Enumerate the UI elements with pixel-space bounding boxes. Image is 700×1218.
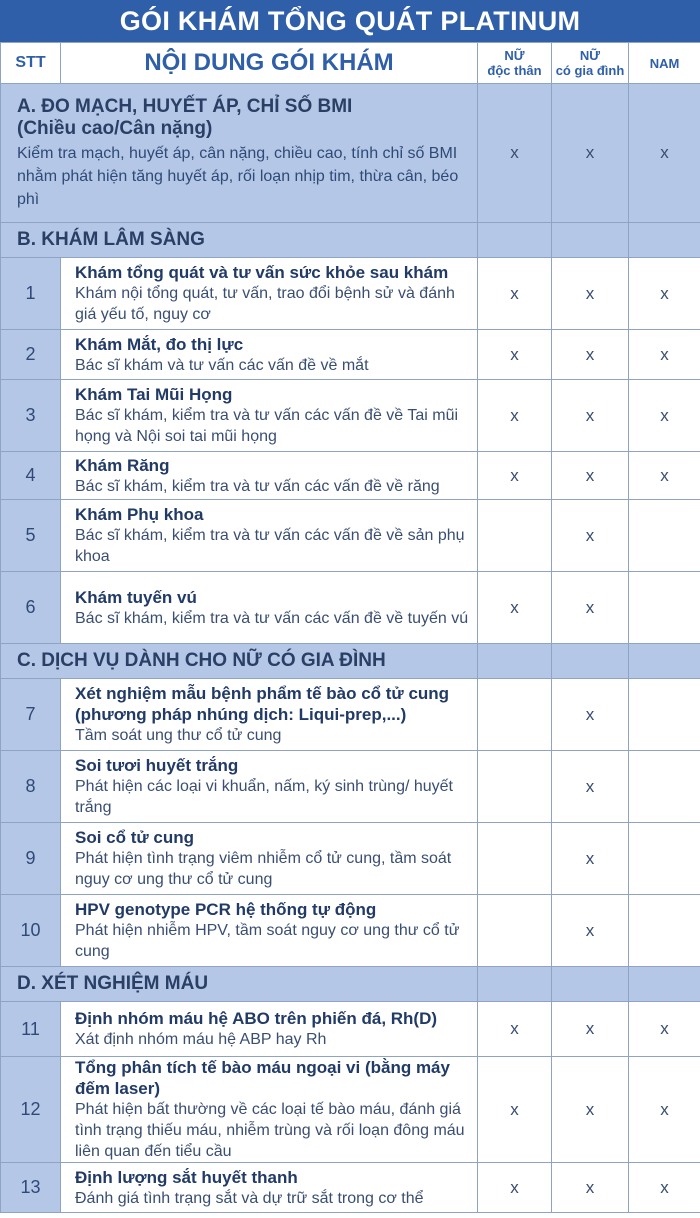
- mark-cell: x: [552, 330, 629, 380]
- section-c-title: C. DỊCH VỤ DÀNH CHO NỮ CÓ GIA ĐÌNH: [1, 644, 478, 679]
- mark-cell: x: [478, 572, 552, 644]
- row-name: HPV genotype PCR hệ thống tự động: [75, 900, 377, 919]
- mark-cell: [629, 895, 700, 967]
- row-name: Khám Răng: [75, 455, 170, 475]
- mark-cell: x: [552, 1163, 629, 1213]
- row-desc: Bác sĩ khám, kiểm tra và tư vấn các vấn đề về răng: [75, 477, 440, 495]
- header-female-married-l2: có gia đình: [555, 63, 625, 78]
- row-number: 5: [1, 500, 61, 572]
- row-name: Khám Mắt, đo thị lực: [75, 334, 244, 354]
- mark-cell: x: [552, 679, 629, 751]
- header-female-single-l1: NỮ: [504, 48, 525, 63]
- mark-cell: [629, 967, 700, 1002]
- mark-cell: [629, 679, 700, 751]
- header-female-single-l2: độc thân: [487, 63, 542, 78]
- mark-cell: x: [629, 380, 700, 452]
- table-row: [1, 751, 700, 823]
- row-desc: Đánh giá tình trạng sắt và dự trữ sắt trong cơ thể: [75, 1189, 424, 1207]
- row-number: 3: [1, 380, 61, 452]
- header-content: NỘI DUNG GÓI KHÁM: [61, 43, 478, 84]
- table-header-row: [1, 43, 700, 84]
- mark-cell: x: [552, 500, 629, 572]
- row-name: Khám tuyến vú: [75, 587, 197, 607]
- row-content: [61, 823, 478, 895]
- table-row: [1, 258, 700, 330]
- section-c-rows: [1, 679, 700, 967]
- row-number: 13: [1, 1163, 61, 1213]
- mark-cell: [478, 751, 552, 823]
- table-row: [1, 380, 700, 452]
- section-a-subtitle: (Chiều cao/Cân nặng): [17, 117, 213, 139]
- row-content: [61, 380, 478, 452]
- row-desc: Bác sĩ khám, kiểm tra và tư vấn các vấn đề về Tai mũi họng và Nội soi tai mũi họng: [75, 407, 459, 445]
- section-a-row: [1, 84, 700, 223]
- table-row: [1, 330, 700, 380]
- table-row: [1, 452, 700, 500]
- row-content: [61, 330, 478, 380]
- mark-cell: [478, 644, 552, 679]
- section-d-title: D. XÉT NGHIỆM MÁU: [1, 967, 478, 1002]
- row-number: 8: [1, 751, 61, 823]
- mark-cell: [629, 500, 700, 572]
- mark-cell: x: [552, 572, 629, 644]
- row-desc: Tầm soát ung thư cổ tử cung: [75, 727, 282, 744]
- row-name: Định nhóm máu hệ ABO trên phiến đá, Rh(D): [75, 1009, 438, 1028]
- row-number: 10: [1, 895, 61, 967]
- section-b-title: B. KHÁM LÂM SÀNG: [1, 223, 478, 258]
- mark-cell: [478, 500, 552, 572]
- header-female-married-l1: NỮ: [579, 48, 601, 63]
- mark-cell: [478, 823, 552, 895]
- mark-cell: x: [478, 1002, 552, 1057]
- mark-cell: x: [629, 1002, 700, 1057]
- mark-cell: x: [478, 84, 552, 223]
- header-female-married: [552, 43, 629, 84]
- header-male: NAM: [629, 43, 700, 84]
- mark-cell: x: [629, 330, 700, 380]
- table-row: [1, 679, 700, 751]
- mark-cell: x: [478, 380, 552, 452]
- row-desc: Phát hiện tình trạng viêm nhiễm cổ tử cung, tầm soát nguy cơ ung thư cổ tử cung: [75, 850, 452, 888]
- table-row: [1, 1163, 700, 1213]
- mark-cell: [478, 223, 552, 258]
- row-name: Tổng phân tích tế bào máu ngoại vi (bằng máy đếm laser): [75, 1058, 450, 1098]
- section-b-rows: [1, 258, 700, 644]
- package-title: GÓI KHÁM TỔNG QUÁT PLATINUM: [0, 0, 700, 42]
- mark-cell: x: [478, 1163, 552, 1213]
- row-desc: Phát hiện bất thường về các loại tế bào máu, đánh giá tình trạng thiếu máu, nhiễm trùng và rối loạn đông máu liên quan đến tiểu cầu: [75, 1101, 465, 1160]
- row-desc: Khám nội tổng quát, tư vấn, trao đổi bệnh sử và đánh giá yếu tố, nguy cơ: [75, 285, 455, 323]
- row-content: [61, 895, 478, 967]
- row-desc: Xát định nhóm máu hệ ABP hay Rh: [75, 1031, 327, 1048]
- mark-cell: [629, 751, 700, 823]
- row-number: 1: [1, 258, 61, 330]
- header-female-single: [478, 43, 552, 84]
- row-number: 2: [1, 330, 61, 380]
- mark-cell: x: [552, 1002, 629, 1057]
- section-d-rows: [1, 1002, 700, 1213]
- row-content: [61, 452, 478, 500]
- mark-cell: x: [552, 258, 629, 330]
- mark-cell: x: [552, 823, 629, 895]
- mark-cell: x: [629, 452, 700, 500]
- mark-cell: x: [478, 258, 552, 330]
- row-name: Khám tổng quát và tư vấn sức khỏe sau khám: [75, 263, 449, 282]
- row-name: Soi tươi huyết trắng: [75, 756, 239, 775]
- mark-cell: [478, 895, 552, 967]
- mark-cell: x: [552, 895, 629, 967]
- row-desc: Phát hiện nhiễm HPV, tầm soát nguy cơ ung thư cổ tử cung: [75, 922, 460, 960]
- row-name: Xét nghiệm mẫu bệnh phẩm tế bào cổ tử cung (phương pháp nhúng dịch: Liqui-prep,...): [75, 684, 450, 724]
- mark-cell: x: [629, 258, 700, 330]
- row-number: 12: [1, 1057, 61, 1163]
- mark-cell: x: [478, 452, 552, 500]
- mark-cell: [552, 644, 629, 679]
- row-number: 4: [1, 452, 61, 500]
- section-b-row: [1, 223, 700, 258]
- row-desc: Bác sĩ khám và tư vấn các vấn đề về mắt: [75, 356, 369, 374]
- mark-cell: [552, 223, 629, 258]
- row-name: Định lượng sắt huyết thanh: [75, 1167, 298, 1187]
- mark-cell: [478, 679, 552, 751]
- mark-cell: x: [552, 380, 629, 452]
- section-d-row: [1, 967, 700, 1002]
- header-stt: STT: [1, 43, 61, 84]
- section-a-title: A. ĐO MẠCH, HUYẾT ÁP, CHỈ SỐ BMI: [17, 95, 353, 117]
- mark-cell: [629, 823, 700, 895]
- package-table: [0, 42, 700, 1213]
- row-content: [61, 500, 478, 572]
- mark-cell: [629, 644, 700, 679]
- mark-cell: x: [629, 84, 700, 223]
- mark-cell: x: [478, 330, 552, 380]
- mark-cell: [629, 223, 700, 258]
- table-row: [1, 1002, 700, 1057]
- section-c-row: [1, 644, 700, 679]
- mark-cell: x: [629, 1163, 700, 1213]
- mark-cell: x: [552, 751, 629, 823]
- table-row: [1, 895, 700, 967]
- table-row: [1, 823, 700, 895]
- row-content: [61, 751, 478, 823]
- row-content: [61, 1163, 478, 1213]
- row-number: 11: [1, 1002, 61, 1057]
- row-name: Soi cổ tử cung: [75, 828, 195, 847]
- section-a-desc: Kiểm tra mạch, huyết áp, cân nặng, chiều cao, tính chỉ số BMI nhằm phát hiện tăng huyết áp, rối loạn nhịp tim, thừa cân, béo phì: [17, 144, 459, 208]
- mark-cell: x: [478, 1057, 552, 1163]
- row-content: [61, 679, 478, 751]
- mark-cell: [552, 967, 629, 1002]
- table-row: [1, 500, 700, 572]
- table-row: [1, 1057, 700, 1163]
- mark-cell: [478, 967, 552, 1002]
- row-desc: Bác sĩ khám, kiểm tra và tư vấn các vấn đề về sản phụ khoa: [75, 527, 465, 565]
- row-content: [61, 1057, 478, 1163]
- row-desc: Bác sĩ khám, kiểm tra và tư vấn các vấn đề về tuyến vú: [75, 609, 469, 627]
- row-content: [61, 572, 478, 644]
- row-content: [61, 258, 478, 330]
- mark-cell: x: [552, 1057, 629, 1163]
- row-name: Khám Tai Mũi Họng: [75, 385, 233, 404]
- row-name: Khám Phụ khoa: [75, 505, 204, 524]
- row-number: 9: [1, 823, 61, 895]
- row-number: 6: [1, 572, 61, 644]
- row-content: [61, 1002, 478, 1057]
- row-number: 7: [1, 679, 61, 751]
- mark-cell: x: [552, 84, 629, 223]
- mark-cell: [629, 572, 700, 644]
- row-desc: Phát hiện các loại vi khuẩn, nấm, ký sinh trùng/ huyết trắng: [75, 778, 453, 816]
- mark-cell: x: [552, 452, 629, 500]
- section-a-cell: [1, 84, 478, 223]
- mark-cell: x: [629, 1057, 700, 1163]
- table-row: [1, 572, 700, 644]
